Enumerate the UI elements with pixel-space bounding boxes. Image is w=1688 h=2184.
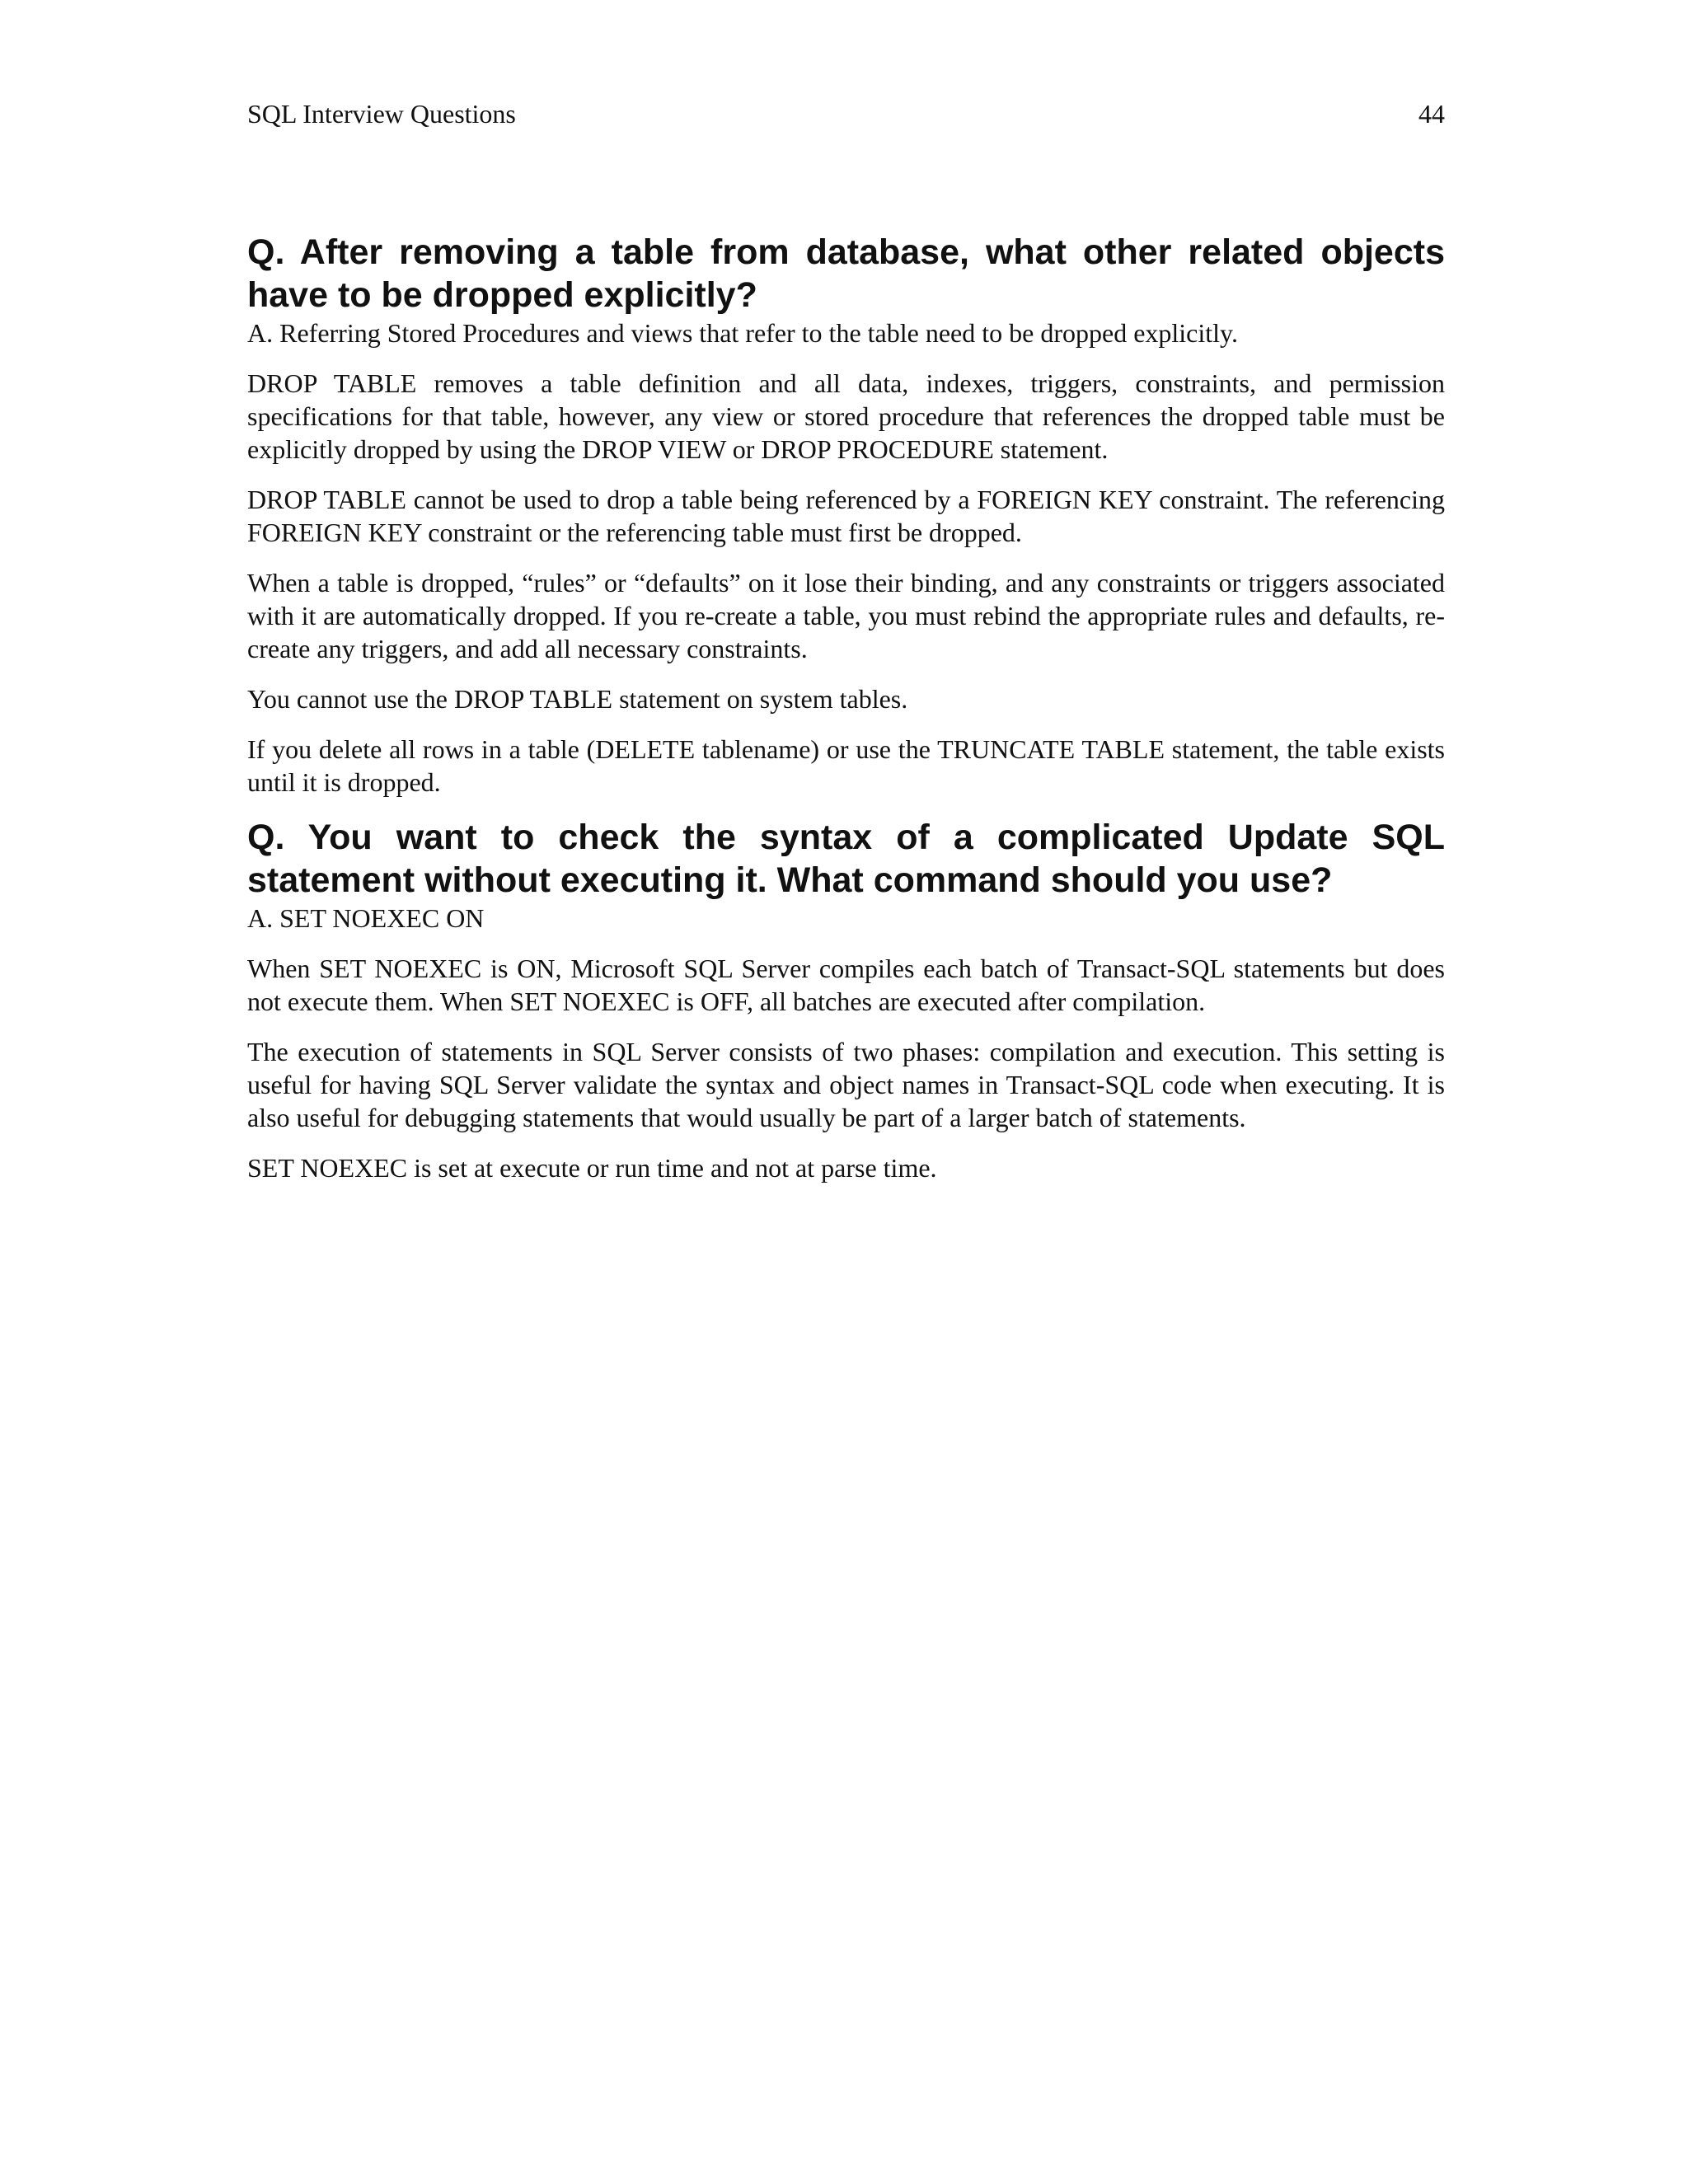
page-number: 44 <box>1418 99 1445 129</box>
body-paragraph: DROP TABLE cannot be used to drop a table being referenced by a FOREIGN KEY constraint. The referencing FOREIGN KEY constraint or the referencing table must first be dropped. <box>247 485 1445 547</box>
question-heading: Q. You want to check the syntax of a complicated Update SQL statement without executing it. What command should you use? <box>247 818 1445 900</box>
answer-paragraph: A. SET NOEXEC ON <box>247 903 485 933</box>
body-paragraph: When SET NOEXEC is ON, Microsoft SQL Server compiles each batch of Transact-SQL statements but does not execute them. When SET NOEXEC is OFF, all batches are executed after compilation. <box>247 954 1445 1016</box>
running-title: SQL Interview Questions <box>247 99 516 129</box>
body-paragraph: The execution of statements in SQL Server consists of two phases: compilation and execution. This setting is useful for having SQL Server validate the syntax and object names in Transact-SQL code when executing. It is also useful for debugging statements that would usually be part of a larger batch of statements. <box>247 1037 1445 1132</box>
body-paragraph: When a table is dropped, “rules” or “defaults” on it lose their binding, and any constraints or triggers associated with it are automatically dropped. If you re-create a table, you must rebind the appropriate rules and defaults, re-create any triggers, and add all necessary constraints. <box>247 568 1445 663</box>
body-paragraph: You cannot use the DROP TABLE statement on system tables. <box>247 684 908 714</box>
answer-paragraph: A. Referring Stored Procedures and views that refer to the table need to be dropped explicitly. <box>247 318 1238 348</box>
body-paragraph: DROP TABLE removes a table definition and all data, indexes, triggers, constraints, and permission specifications for that table, however, any view or stored procedure that references the dropped table must be explicitly dropped by using the DROP VIEW or DROP PROCEDURE statement. <box>247 368 1445 464</box>
body-paragraph: If you delete all rows in a table (DELETE tablename) or use the TRUNCATE TABLE statement, the table exists until it is dropped. <box>247 734 1445 797</box>
question-section-2 <box>247 816 1445 1184</box>
question-heading: Q. After removing a table from database, what other related objects have to be dropped explicitly? <box>247 232 1445 315</box>
running-header <box>247 97 1445 130</box>
document-page <box>247 97 1445 1202</box>
body-paragraph: SET NOEXEC is set at execute or run time and not at parse time. <box>247 1153 937 1183</box>
question-section-1 <box>247 231 1445 799</box>
